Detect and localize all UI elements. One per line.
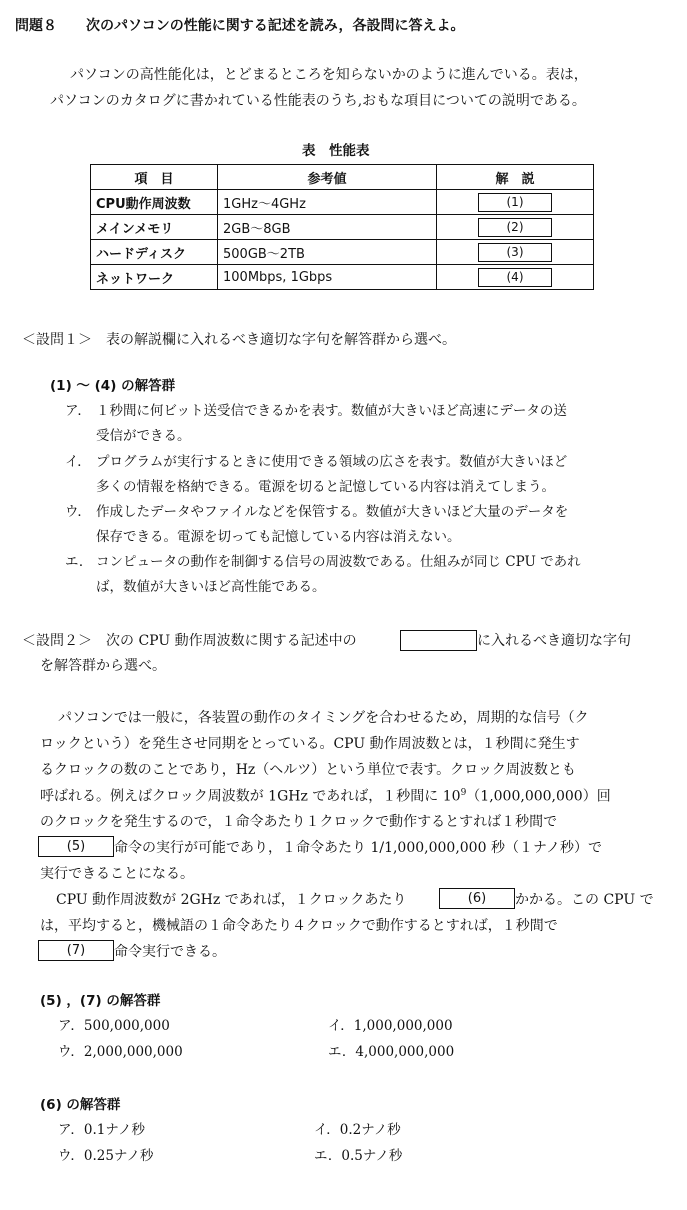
- table-row: [91, 265, 594, 290]
- row-value: 500GB～2TB: [218, 240, 437, 265]
- row-item: ネットワーク: [91, 265, 218, 290]
- answer-blank[interactable]: (1): [478, 193, 552, 212]
- q2-passage-line-3: るクロックの数のことであり，Hz（ヘルツ）という単位で表す。クロック周波数とも: [40, 762, 576, 778]
- q1-option-a-line2: 受信ができる。: [96, 428, 191, 444]
- row-explanation: [437, 265, 594, 290]
- ans57-option-u[interactable]: ウ．2,000,000,000: [58, 1044, 183, 1060]
- q2-passage-line-2: ロックという）を発生させ同期をとっている。CPU 動作周波数とは，１秒間に発生す: [40, 736, 580, 752]
- row-item: メインメモリ: [91, 215, 218, 240]
- row-explanation: [437, 240, 594, 265]
- ans6-option-a[interactable]: ア．0.1ナノ秒: [58, 1122, 145, 1138]
- q2-passage-line-1: パソコンでは一般に，各装置の動作のタイミングを合わせるため，周期的な信号（ク: [58, 710, 589, 726]
- row-item: ハードディスク: [91, 240, 218, 265]
- q2-prompt-post: に入れるべき適切な字句: [477, 633, 631, 649]
- q2-passage-line-4-post: （1,000,000,000）回: [466, 788, 611, 805]
- q1-option-u-line1: 作成したデータやファイルなどを保管する。数値が大きいほど大量のデータを: [96, 504, 569, 520]
- q2-prompt-pre: ＜設問２＞ 次の CPU 動作周波数に関する記述中の: [22, 633, 357, 649]
- header-item: 項 目: [91, 165, 218, 190]
- q1-option-u-line2: 保存できる。電源を切っても記憶している内容は消えない。: [96, 529, 461, 545]
- q1-option-e-label[interactable]: エ．: [65, 554, 93, 570]
- row-value: 2GB～8GB: [218, 215, 437, 240]
- table-row: [91, 190, 594, 215]
- q2-passage-line-4: [40, 789, 611, 804]
- q2-passage-line-7: 実行できることになる。: [40, 866, 194, 882]
- q2-passage-line-4-pre: 呼ばれる。例えばクロック周波数が 1GHz であれば，１秒間に 10: [40, 788, 461, 805]
- q2-passage-line-5: のクロックを発生するので，１命令あたり１クロックで動作するとすれば１秒間で: [40, 814, 558, 830]
- row-value: 1GHz～4GHz: [218, 190, 437, 215]
- q2-prompt-blank: [400, 630, 477, 651]
- ans57-option-e[interactable]: エ．4,000,000,000: [328, 1044, 455, 1060]
- intro-line-1: パソコンの高性能化は，とどまるところを知らないかのように進んでいる。表は，: [70, 67, 588, 83]
- q2-prompt-line2: を解答群から選べ。: [40, 658, 166, 674]
- row-item: CPU動作周波数: [91, 190, 218, 215]
- row-explanation: [437, 215, 594, 240]
- q1-option-i-line1: プログラムが実行するときに使用できる領域の広さを表す。数値が大きいほど: [96, 454, 568, 470]
- problem-number: 問題８: [15, 18, 57, 34]
- header-value: 参考値: [218, 165, 437, 190]
- q1-option-i-line2: 多くの情報を格納できる。電源を切ると記憶している内容は消えてしまう。: [96, 479, 555, 495]
- q2-passage-line-8-post: かかる。この CPU で: [515, 892, 654, 908]
- ans6-option-i[interactable]: イ．0.2ナノ秒: [314, 1122, 401, 1138]
- ans6-option-e[interactable]: エ．0.5ナノ秒: [314, 1148, 403, 1164]
- answer-blank[interactable]: (4): [478, 268, 552, 287]
- table-row: [91, 215, 594, 240]
- blank-5[interactable]: (5): [38, 836, 114, 857]
- answer-blank[interactable]: (2): [478, 218, 552, 237]
- blank-6[interactable]: (6): [439, 888, 515, 909]
- q2-passage-line-9: は，平均すると，機械語の１命令あたり４クロックで動作するとすれば，１秒間で: [40, 918, 558, 934]
- q1-option-u-label[interactable]: ウ．: [65, 504, 91, 520]
- ans6-option-u[interactable]: ウ．0.25ナノ秒: [58, 1148, 154, 1164]
- ans6-title: (6) の解答群: [40, 1097, 121, 1113]
- row-explanation: [437, 190, 594, 215]
- q2-passage-line-8-pre: CPU 動作周波数が 2GHz であれば，１クロックあたり: [56, 892, 407, 908]
- q1-option-e-line1: コンピュータの動作を制御する信号の周波数である。仕組みが同じ CPU であれ: [96, 554, 581, 570]
- ans57-option-a[interactable]: ア．500,000,000: [58, 1018, 170, 1034]
- ans57-option-i[interactable]: イ．1,000,000,000: [328, 1018, 453, 1034]
- q1-option-i-label[interactable]: イ．: [65, 454, 91, 470]
- performance-table: [90, 164, 594, 290]
- table-header-row: [91, 165, 594, 190]
- q1-prompt: ＜設問１＞ 表の解説欄に入れるべき適切な字句を解答群から選べ。: [22, 332, 456, 348]
- q2-passage-line-6: 命令の実行が可能であり，１命令あたり 1/1,000,000,000 秒（１ナノ秒）で: [114, 840, 602, 856]
- intro-line-2: パソコンのカタログに書かれている性能表のうち,おもな項目についての説明である。: [50, 93, 586, 109]
- q1-answer-group-title: (1) ～ (4) の解答群: [50, 378, 176, 394]
- ans57-title: (5) ，(7) の解答群: [40, 993, 161, 1009]
- q2-passage-line-10: 命令実行できる。: [114, 944, 226, 960]
- q1-option-e-line2: ば，数値が大きいほど高性能である。: [96, 579, 326, 595]
- q1-option-a-line1: １秒間に何ビット送受信できるかを表す。数値が大きいほど高速にデータの送: [96, 403, 567, 419]
- table-caption: 表 性能表: [302, 143, 370, 159]
- problem-instruction: 次のパソコンの性能に関する記述を読み，各設問に答えよ。: [86, 18, 465, 34]
- answer-blank[interactable]: (3): [478, 243, 552, 262]
- table-row: [91, 240, 594, 265]
- row-value: 100Mbps, 1Gbps: [218, 265, 437, 290]
- exponent: 9: [460, 788, 467, 798]
- header-explanation: 解 説: [437, 165, 594, 190]
- q1-option-a-label[interactable]: ア．: [65, 403, 91, 419]
- blank-7[interactable]: (7): [38, 940, 114, 961]
